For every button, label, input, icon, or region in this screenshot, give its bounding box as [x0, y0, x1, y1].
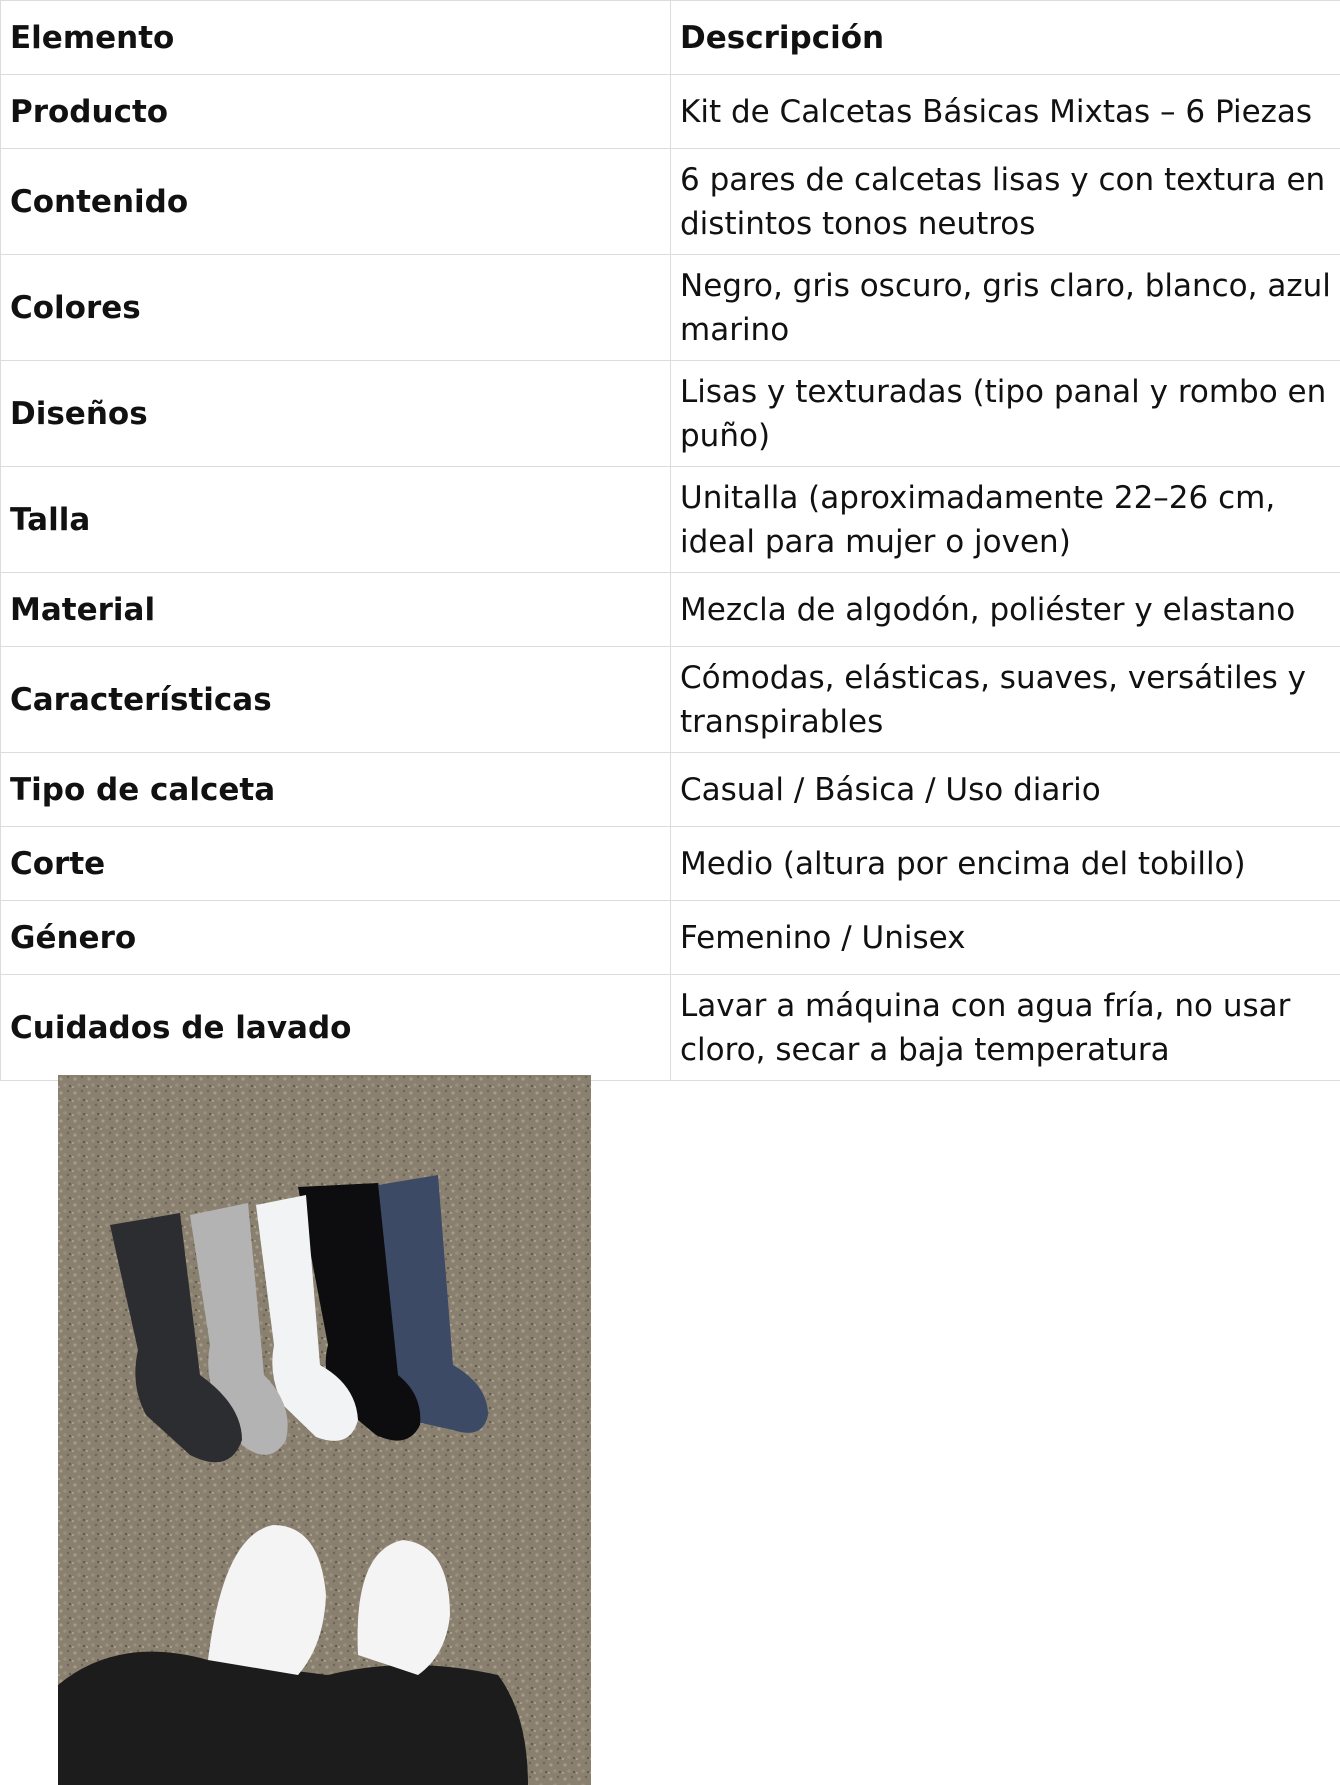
row-key: Talla — [1, 467, 671, 573]
row-key: Corte — [1, 827, 671, 901]
table-row — [1, 361, 1340, 467]
row-key: Diseños — [1, 361, 671, 467]
table-row — [1, 255, 1340, 361]
row-value: Casual / Básica / Uso diario — [671, 753, 1340, 827]
header-key-cell: Elemento — [1, 1, 671, 75]
table-row — [1, 75, 1340, 149]
row-key: Producto — [1, 75, 671, 149]
row-value: Kit de Calcetas Básicas Mixtas – 6 Piezas — [671, 75, 1340, 149]
table-row — [1, 573, 1340, 647]
row-value: 6 pares de calcetas lisas y con textura en distintos tonos neutros — [671, 149, 1340, 255]
table-row — [1, 149, 1340, 255]
row-value: Mezcla de algodón, poliéster y elastano — [671, 573, 1340, 647]
row-key: Tipo de calceta — [1, 753, 671, 827]
table-row — [1, 827, 1340, 901]
row-key: Material — [1, 573, 671, 647]
table-row — [1, 975, 1340, 1081]
product-photo — [58, 1075, 591, 1785]
table-row — [1, 647, 1340, 753]
table-row — [1, 753, 1340, 827]
table-row — [1, 901, 1340, 975]
table-row — [1, 467, 1340, 573]
row-key: Cuidados de lavado — [1, 975, 671, 1081]
row-value: Unitalla (aproximadamente 22–26 cm, ideal para mujer o joven) — [671, 467, 1340, 573]
row-key: Género — [1, 901, 671, 975]
header-value-cell: Descripción — [671, 1, 1340, 75]
row-key: Contenido — [1, 149, 671, 255]
row-value: Negro, gris oscuro, gris claro, blanco, azul marino — [671, 255, 1340, 361]
table-header-row — [1, 1, 1340, 75]
row-value: Lisas y texturadas (tipo panal y rombo en puño) — [671, 361, 1340, 467]
row-value: Medio (altura por encima del tobillo) — [671, 827, 1340, 901]
row-key: Características — [1, 647, 671, 753]
row-value: Cómodas, elásticas, suaves, versátiles y transpirables — [671, 647, 1340, 753]
row-value: Femenino / Unisex — [671, 901, 1340, 975]
row-value: Lavar a máquina con agua fría, no usar cloro, secar a baja temperatura — [671, 975, 1340, 1081]
row-key: Colores — [1, 255, 671, 361]
